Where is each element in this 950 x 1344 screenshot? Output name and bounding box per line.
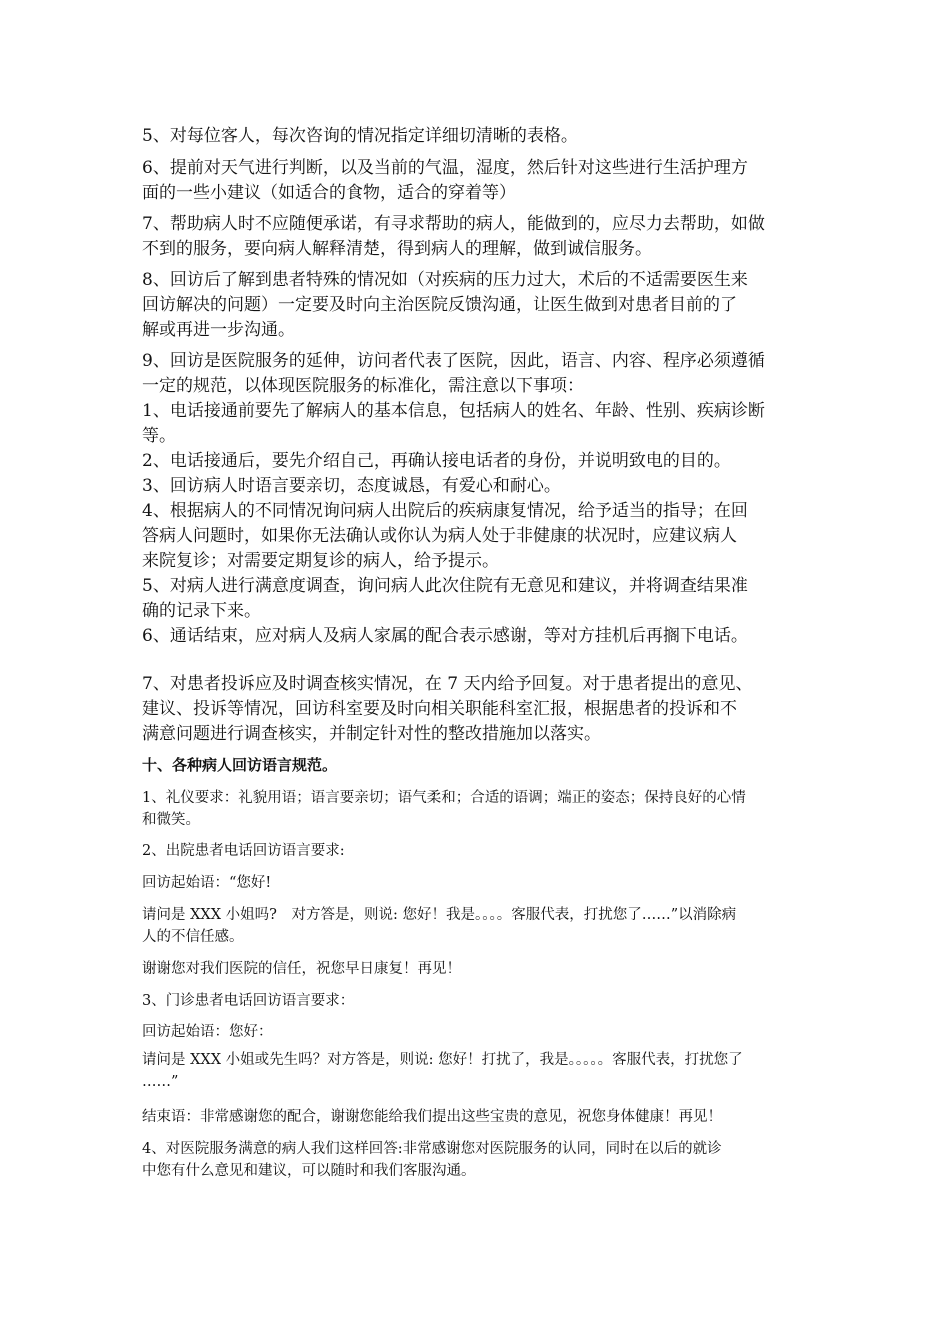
text-line: 请问是 XXX 小姐吗? 对方答是，则说: 您好！我是。。。。客服代表，打扰您了……”以消除病 <box>142 907 737 923</box>
text-line: 6、提前对天气进行判断，以及当前的气温，湿度，然后针对这些进行生活护理方 <box>142 158 748 178</box>
text-line: 谢谢您对我们医院的信任，祝您早日康复！再见！ <box>142 961 461 977</box>
text-line: 和微笑。 <box>142 812 200 828</box>
text-line: 中您有什么意见和建议，可以随时和我们客服沟通。 <box>142 1163 476 1179</box>
text-line: 解或再进一步沟通。 <box>142 320 295 340</box>
paragraph-item-6-weather-advice <box>142 156 810 206</box>
text-line: 满意问题进行调查核实，并制定针对性的整改措施加以落实。 <box>142 724 601 744</box>
text-line: 3、回访病人时语言要亲切，态度诚恳，有爱心和耐心。 <box>142 476 561 496</box>
text-line: 1、电话接通前要先了解病人的基本信息，包括病人的姓名、年龄、性别、疾病诊断 <box>142 401 765 421</box>
text-line: 来院复诊；对需要定期复诊的病人，给予提示。 <box>142 551 499 571</box>
text-line: 2、电话接通后，要先介绍自己，再确认接电话者的身份，并说明致电的目的。 <box>142 451 731 471</box>
text-line: 回访起始语：“您好! <box>142 875 272 891</box>
text-line: 十、各种病人回访语言规范。 <box>142 756 338 774</box>
paragraph-item-9-callback-standards <box>142 349 810 649</box>
text-line: 人的不信任感。 <box>142 929 244 945</box>
text-line: 9、回访是医院服务的延伸，访问者代表了医院，因此，语言、内容、程序必须遵循 <box>142 351 765 371</box>
paragraph-ending-line <box>142 1106 810 1128</box>
text-line: 面的一些小建议（如适合的食物，适合的穿着等） <box>142 183 516 203</box>
paragraph-script <box>142 1049 810 1093</box>
text-line: 回访解决的问题）一定要及时向主治医院反馈沟通，让医生做到对患者目前的了 <box>142 295 737 315</box>
paragraph-item-7-complaints <box>142 672 810 747</box>
text-line: 回访起始语：您好： <box>142 1024 273 1040</box>
paragraph-discharged-patients <box>142 840 810 862</box>
text-line: 确的记录下来。 <box>142 601 261 621</box>
text-line: 结束语：非常感谢您的配合，谢谢您能给我们提出这些宝贵的意见，祝您身体健康！再见！ <box>142 1109 722 1125</box>
text-line: 3、门诊患者电话回访语言要求： <box>142 993 355 1009</box>
text-line: 5、对病人进行满意度调查，询问病人此次住院有无意见和建议，并将调查结果准 <box>142 576 748 596</box>
text-line: 一定的规范，以体现医院服务的标准化，需注意以下事项： <box>142 376 584 396</box>
paragraph-closing <box>142 958 810 980</box>
text-line: 4、根据病人的不同情况询问病人出院后的疾病康复情况，给予适当的指导；在回 <box>142 501 748 521</box>
paragraph-item-5-record-sheet <box>142 124 810 149</box>
text-line: 1、礼仪要求：礼貌用语；语言要亲切；语气柔和；合适的语调；端正的姿态；保持良好的心情 <box>142 790 746 806</box>
text-line: 6、通话结束，应对病人及病人家属的配合表示感谢，等对方挂机后再搁下电话。 <box>142 626 748 646</box>
paragraph-item-8-feedback <box>142 268 810 343</box>
text-line: 4、对医院服务满意的病人我们这样回答:非常感谢您对医院服务的认同，同时在以后的就诊 <box>142 1141 722 1157</box>
text-line: 5、对每位客人，每次咨询的情况指定详细切清晰的表格。 <box>142 126 578 146</box>
text-line: 请问是 XXX 小姐或先生吗？对方答是，则说: 您好！打扰了，我是。。。。。客服代表，打扰您了 <box>142 1052 743 1068</box>
text-line: ……” <box>142 1074 179 1090</box>
text-line: 建议、投诉等情况，回访科室要及时向相关职能科室汇报，根据患者的投诉和不 <box>142 699 737 719</box>
paragraph-opening-line <box>142 872 810 894</box>
text-line: 答病人问题时，如果你无法确认或你认为病人处于非健康的状况时，应建议病人 <box>142 526 737 546</box>
paragraph-item-7-no-promises <box>142 212 810 262</box>
paragraph-opening-line <box>142 1021 810 1043</box>
paragraph-etiquette <box>142 787 810 831</box>
paragraph-outpatients <box>142 990 810 1012</box>
text-line: 2、出院患者电话回访语言要求: <box>142 843 345 859</box>
text-line: 7、对患者投诉应及时调查核实情况，在 7 天内给予回复。对于患者提出的意见、 <box>142 674 753 694</box>
text-line: 等。 <box>142 426 176 446</box>
text-line: 不到的服务，要向病人解释清楚，得到病人的理解，做到诚信服务。 <box>142 239 652 259</box>
paragraph-script <box>142 904 810 948</box>
section-heading <box>142 754 810 776</box>
text-line: 8、回访后了解到患者特殊的情况如（对疾病的压力过大，术后的不适需要医生来 <box>142 270 748 290</box>
paragraph-satisfied-patients <box>142 1138 810 1182</box>
text-line: 7、帮助病人时不应随便承诺，有寻求帮助的病人，能做到的，应尽力去帮助，如做 <box>142 214 765 234</box>
